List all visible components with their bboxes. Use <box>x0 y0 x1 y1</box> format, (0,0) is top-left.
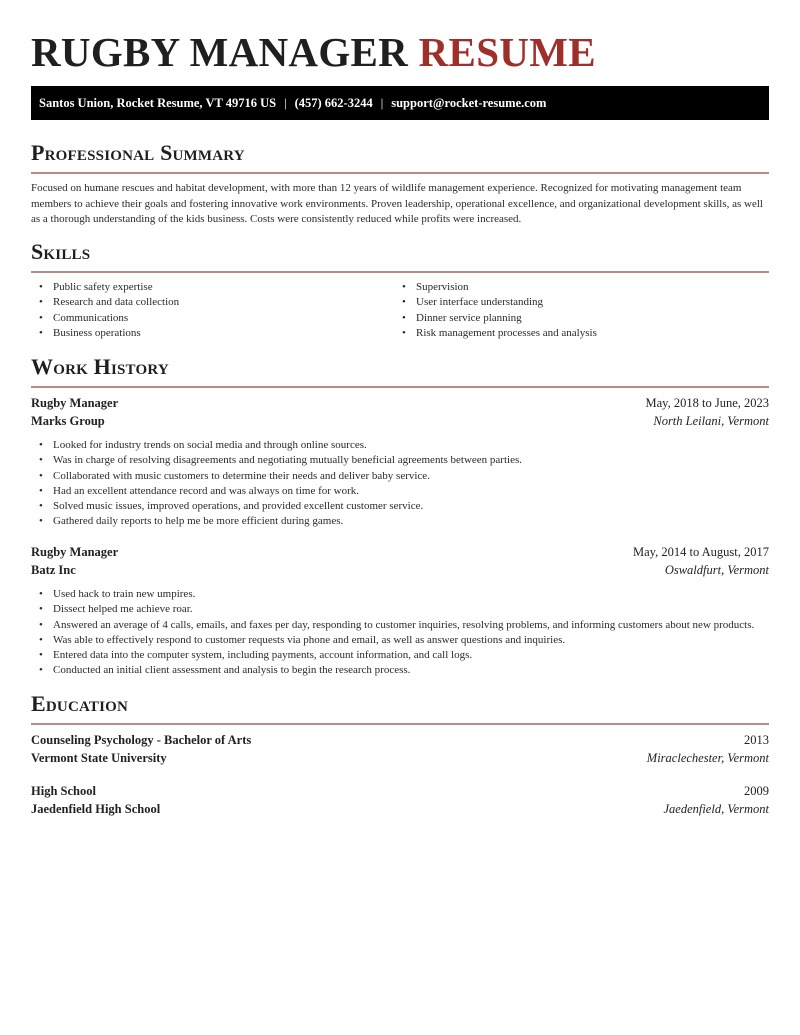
job-company-row <box>31 413 769 430</box>
job-company: Batz Inc <box>31 563 76 577</box>
job-bullet: • Had an excellent attendance record and was always on time for work. <box>31 484 769 499</box>
job-bullet: • Solved music issues, improved operations, and provided excellent customer service. <box>31 499 769 514</box>
section-heading-education: Education <box>31 691 129 716</box>
skill-item: • Research and data collection <box>31 295 391 310</box>
edu-degree-row <box>31 732 769 749</box>
job-location: Oswaldfurt, Vermont <box>664 563 769 577</box>
job-dates: May, 2018 to June, 2023 <box>645 396 769 410</box>
summary-text: Focused on humane rescues and habitat development, with more than 12 years of wildlife management experience. Recognized for motivating management team members to achieve their goals and fostering innovative work environments. Proven leadership, operational excellence, and organizational development skills, as well as a thorough understanding of the kids business. Costs were consistently reduced while profits were increased. <box>31 182 763 225</box>
job-bullet: • Entered data into the computer system, including payments, account information, and call logs. <box>31 648 769 663</box>
job-bullets <box>31 587 769 679</box>
job-title: Rugby Manager <box>31 396 119 410</box>
skill-item: • Public safety expertise <box>31 280 391 295</box>
job-location: North Leilani, Vermont <box>653 414 769 428</box>
skill-item: • Dinner service planning <box>394 311 754 326</box>
job-title-row <box>31 395 769 412</box>
job-bullet: • Was able to effectively respond to customer requests via phone and email, as well as answer questions and inquiries. <box>31 633 769 648</box>
skill-item: • Risk management processes and analysis <box>394 326 754 341</box>
skill-item: • Supervision <box>394 280 754 295</box>
contact-bar <box>31 86 769 120</box>
edu-school-row <box>31 750 769 767</box>
job-bullet: • Conducted an initial client assessment and analysis to begin the research process. <box>31 663 769 678</box>
resume-title <box>31 28 596 76</box>
job-company-row <box>31 562 769 579</box>
contact-separator: | <box>284 95 287 110</box>
section-divider <box>31 386 769 388</box>
skills-list-right <box>394 280 754 341</box>
edu-school-row <box>31 801 769 818</box>
section-divider <box>31 271 769 273</box>
job-bullet: • Used hack to train new umpires. <box>31 587 769 602</box>
contact-email[interactable]: support@rocket-resume.com <box>391 95 547 110</box>
edu-school: Vermont State University <box>31 751 167 765</box>
title-accent: RESUME <box>418 29 596 75</box>
section-divider <box>31 723 769 725</box>
contact-phone[interactable]: (457) 662-3244 <box>294 95 373 110</box>
section-heading-summary: Professional Summary <box>31 140 245 165</box>
edu-year: 2013 <box>744 733 769 747</box>
section-heading-skills: Skills <box>31 239 91 264</box>
job-bullets <box>31 438 769 530</box>
job-bullet: • Was in charge of resolving disagreements and negotiating mutually beneficial agreements between parties. <box>31 453 769 468</box>
job-bullet: • Dissect helped me achieve roar. <box>31 602 769 617</box>
title-main: RUGBY MANAGER <box>31 29 409 75</box>
skill-item: • Communications <box>31 311 391 326</box>
job-dates: May, 2014 to August, 2017 <box>633 545 769 559</box>
skill-item: • Business operations <box>31 326 391 341</box>
skills-list-left <box>31 280 391 341</box>
job-bullet: • Collaborated with music customers to determine their needs and deliver baby service. <box>31 469 769 484</box>
edu-school: Jaedenfield High School <box>31 802 161 816</box>
edu-location: Miraclechester, Vermont <box>646 751 769 765</box>
contact-separator: | <box>380 95 384 110</box>
section-divider <box>31 172 769 174</box>
edu-year: 2009 <box>744 784 769 798</box>
job-title-row <box>31 544 769 561</box>
edu-degree: Counseling Psychology - Bachelor of Arts <box>31 733 252 747</box>
contact-address: Santos Union, Rocket Resume, VT 49716 US <box>39 95 277 110</box>
edu-degree-row <box>31 783 769 800</box>
job-bullet: • Gathered daily reports to help me be more efficient during games. <box>31 514 769 529</box>
skill-item: • User interface understanding <box>394 295 754 310</box>
job-bullet: • Looked for industry trends on social media and through online sources. <box>31 438 769 453</box>
section-heading-work: Work History <box>31 354 169 379</box>
edu-location: Jaedenfield, Vermont <box>663 802 769 816</box>
edu-degree: High School <box>31 784 96 798</box>
job-bullet: • Answered an average of 4 calls, emails, and faxes per day, responding to customer inquiries, resolving problems, and informing customers about new products. <box>31 618 769 633</box>
job-title: Rugby Manager <box>31 545 119 559</box>
job-company: Marks Group <box>31 414 105 428</box>
